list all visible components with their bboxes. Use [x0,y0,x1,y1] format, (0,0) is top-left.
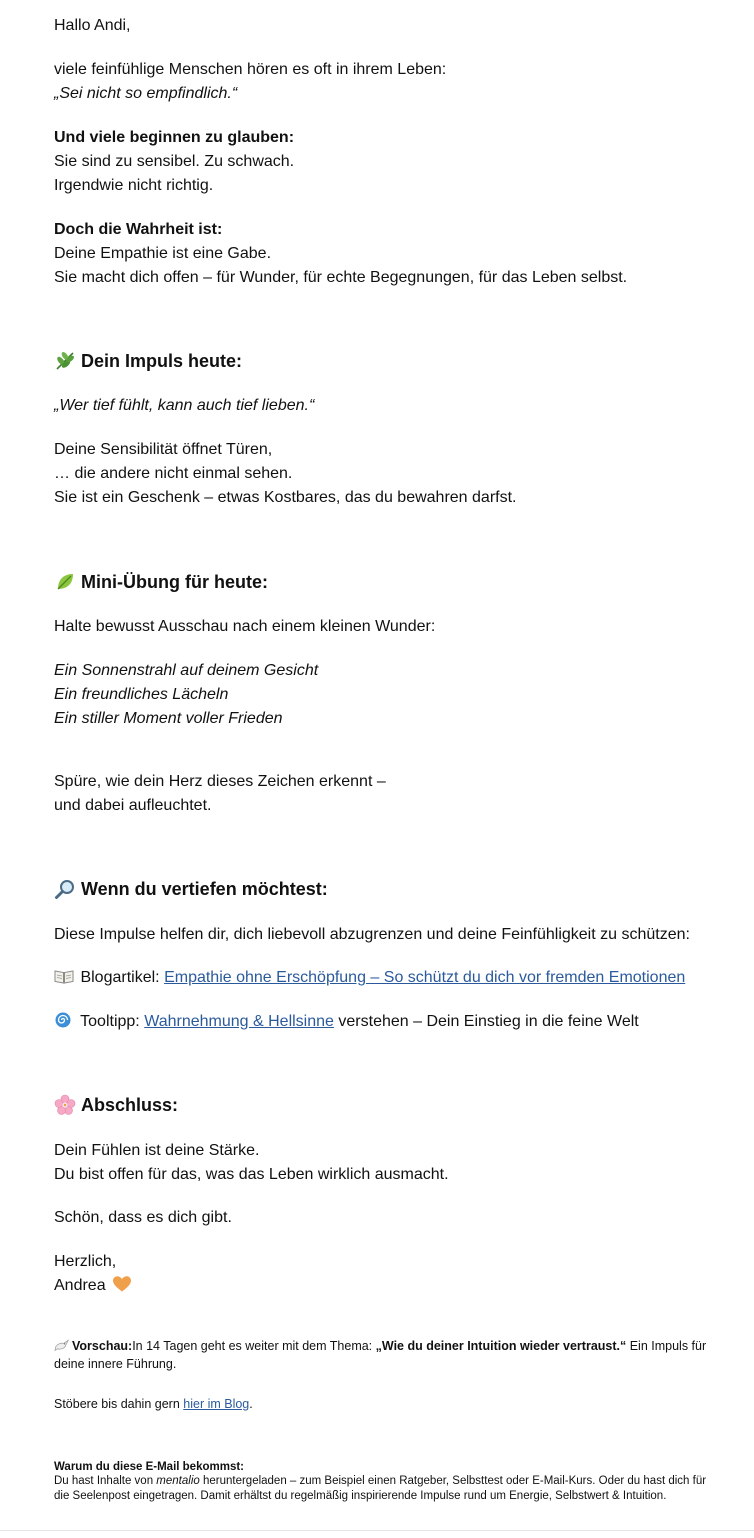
impulse-line-3: Sie ist ein Geschenk – etwas Kostbares, das du bewahren darfst. [54,489,517,506]
dove-icon [54,1338,70,1352]
deepen-intro: Diese Impulse helfen dir, dich liebevoll abzugrenzen und deine Feinfühligkeit zu schützen: [54,926,690,943]
open-book-icon [54,967,74,985]
impulse-heading-text: Dein Impuls heute: [81,351,243,371]
browse-note [54,1395,724,1413]
closing-line-1: Dein Fühlen ist deine Stärke. [54,1142,260,1159]
deepen-heading-text: Wenn du vertiefen möchtest: [81,879,328,899]
preview-topic: „Wie du deiner Intuition wieder vertraust.“ [375,1339,627,1353]
bottom-divider [0,1530,754,1531]
leaf-icon [54,571,76,593]
exercise-closing-1: Spüre, wie dein Herz dieses Zeichen erkennt – [54,773,386,790]
footer-text [54,1474,714,1503]
preview-text-pre: In 14 Tagen geht es weiter mit dem Thema: [132,1339,376,1353]
greeting: Hallo Andi, [54,17,131,34]
closing-line-3: Schön, dass es dich gibt. [54,1209,232,1226]
tool-label: Tooltipp: [80,1013,140,1030]
footer-brand: mentalio [156,1475,200,1487]
browse-pre: Stöbere bis dahin gern [54,1397,184,1411]
footer-text-pre: Du hast Inhalte von [54,1475,157,1487]
deepen-heading [54,876,328,902]
preview-label: Vorschau: [72,1339,133,1353]
signoff: Herzlich, [54,1253,117,1270]
truth-line-1: Deine Empathie ist eine Gabe. [54,245,272,262]
belief-heading: Und viele beginnen zu glauben: [54,129,295,146]
tool-line [54,1010,639,1034]
exercise-heading [54,569,268,595]
belief-line-1: Sie sind zu sensibel. Zu schwach. [54,153,295,170]
tool-suffix: verstehen – Dein Einstieg in die feine Welt [338,1013,639,1030]
blog-link[interactable]: hier im Blog [183,1397,250,1411]
tool-link[interactable]: Wahrnehmung & Hellsinne [144,1013,334,1030]
signature [54,1274,134,1298]
exercise-heading-text: Mini-Übung für heute: [81,572,268,592]
herb-icon [54,350,76,372]
signature-name: Andrea [54,1277,106,1294]
exercise-item-2: Ein freundliches Lächeln [54,686,229,703]
impulse-heading [54,348,242,374]
belief-line-2: Irgendwie nicht richtig. [54,177,214,194]
impulse-quote: „Wer tief fühlt, kann auch tief lieben.“ [54,397,315,414]
intro-line: viele feinfühlige Menschen hören es oft in ihrem Leben: [54,61,447,78]
orange-heart-icon [112,1275,132,1293]
exercise-intro: Halte bewusst Ausschau nach einem kleinen Wunder: [54,618,436,635]
preview-note [54,1337,724,1373]
footer-text-post: heruntergeladen – zum Beispiel einen Ratgeber, Selbsttest oder E-Mail-Kurs. Oder du hast dich für die Seelenpost eingetragen. Damit erhältst du regelmäßig inspirierende Impulse rund um Energie, Selbstwert & Intuition. [54,1475,707,1502]
truth-heading: Doch die Wahrheit ist: [54,221,223,238]
exercise-closing-2: und dabei aufleuchtet. [54,797,212,814]
intro-quote: „Sei nicht so empfindlich.“ [54,85,238,102]
blog-label: Blogartikel: [80,969,160,986]
closing-line-2: Du bist offen für das, was das Leben wirklich ausmacht. [54,1166,449,1183]
footer-heading: Warum du diese E-Mail bekommst: [54,1461,244,1473]
magnifier-icon [54,878,76,900]
exercise-item-1: Ein Sonnenstrahl auf deinem Gesicht [54,662,319,679]
cyclone-icon [54,1011,74,1029]
blog-line [54,966,685,990]
impulse-line-2: … die andere nicht einmal sehen. [54,465,293,482]
closing-heading [54,1092,178,1118]
cherry-blossom-icon [54,1094,76,1116]
preview-text-post: Ein Impuls für deine innere Führung. [54,1339,707,1371]
blog-article-link[interactable]: Empathie ohne Erschöpfung – So schützt du dich vor fremden Emotionen [164,969,686,986]
impulse-line-1: Deine Sensibilität öffnet Türen, [54,441,273,458]
closing-heading-text: Abschluss: [81,1095,179,1115]
browse-post: . [249,1397,253,1411]
truth-line-2: Sie macht dich offen – für Wunder, für echte Begegnungen, für das Leben selbst. [54,269,628,286]
exercise-item-3: Ein stiller Moment voller Frieden [54,710,283,727]
